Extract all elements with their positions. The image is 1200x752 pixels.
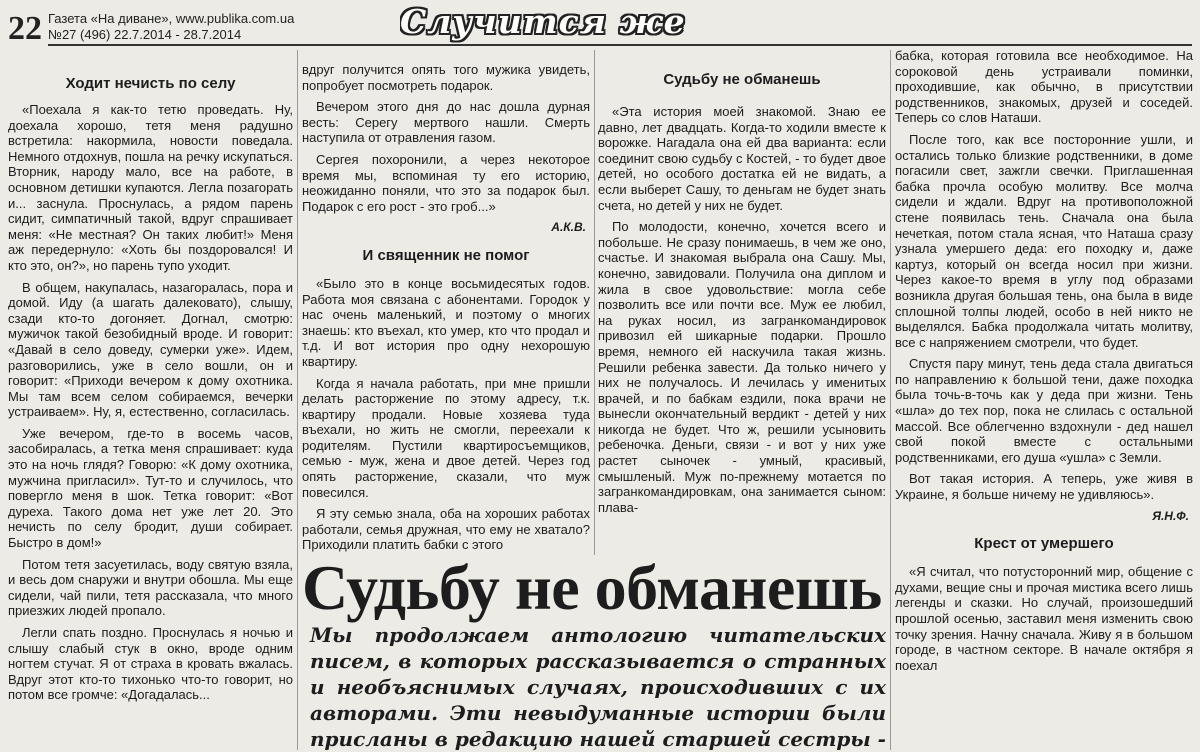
story-paragraph: Потом тетя засуетилась, воду святую взяла, и весь дом снаружи и внутри обошла. Мы еще сидели, чай пили, тетя рассказала, что много приезжих людей пропало.: [8, 556, 293, 619]
story-paragraph: Вечером этого дня до нас дошла дурная весть: Серегу мертвого нашли. Смерть наступила от отравления газом.: [302, 99, 590, 146]
column-divider: [297, 50, 298, 750]
page-header: [0, 0, 1200, 52]
story-paragraph: Спустя пару минут, тень деда стала двигаться по направлению к большой тени, даже походка была точь-в-точь как у деда при жизни. Тень «шла» до тех пор, пока не слилась с остальной массой. Все облегченно вздохнули - дед нашел свой покой вместе с остальными родственниками, его душа «ушла» с Земли.: [895, 356, 1193, 465]
story-paragraph: бабка, которая готовила все необходимое. На сороковой день устраивали поминки, проходившие, как обычно, в присутствии родственников, знакомых, друзей и соседей. Теперь со слов Наташи.: [895, 48, 1193, 126]
signature: А.К.В.: [551, 220, 586, 235]
story-paragraph: Легли спать поздно. Проснулась я ночью и слышу слабый стук в окно, вроде одним ногтем стучат. Я от страха в кровать вжалась. Вдруг этот кто-то тихонько что-то говорит, но потом все громче: «Догадалась...: [8, 625, 293, 703]
rubric-title: Случится же: [400, 2, 686, 41]
issue-info: [48, 11, 294, 43]
story-title: Ходит нечисть по селу: [65, 75, 236, 92]
story-title: Судьбу не обманешь: [663, 71, 821, 88]
story-paragraph: «Я считал, что потусторонний мир, общение с духами, вещие сны и прочая мистика всего лишь легенды и сказки. Но случай, произошедший прошлой осенью, заставил меня изменить свою точку зрения. Начну сначала. Живу я в большом городе, в частном секторе. В начале октября я поехал: [895, 564, 1193, 673]
story-paragraph: «Эта история моей знакомой. Знаю ее давно, лет двадцать. Когда-то ходили вместе к ворожке. Нагадала она ей два варианта: если соединит свою судьбу с Костей, - то будет двое детей, но особого достатка ей не видать, а если выберет Сашу, то деньгам не будет знать счета, но детей у них не будет.: [598, 104, 886, 213]
column-4: [895, 48, 1193, 750]
feature-block: [302, 556, 886, 752]
story-title: Крест от умершего: [974, 535, 1114, 553]
story-paragraph: Сергея похоронили, а через некоторое время мы, вспоминая ту его историю, неожиданно поняли, что это за подарок был. Подарок с его рост - это гроб...»: [302, 151, 590, 214]
story-paragraph: Уже вечером, где-то в восемь часов, засобиралась, а тетка меня спрашивает: куда это на ночь глядя? Говорю: «К дому охотника, мужчина пригласил». Тут-то и случилось, что повергло меня в шок. Тетка говорит: «Вот дуреха. Такого дома нет уже лет 20. Это нечисть по селу бродит, души собирает. Быстро в дом!»: [8, 425, 293, 551]
column-divider: [890, 50, 891, 750]
story-paragraph: После того, как все посторонние ушли, и остались только близкие родственники, в доме погасили свет, зажгли свечки. Приглашенная бабка прочла особую молитву. Все молча сидели и ждали. Вдруг на противоположной стене появилась тень. Сначала она была нечеткая, потом стала ясная, что Наташа сразу узнала умершего деда: его походку и, даже картуз, который он всегда носил при жизни. Через какое-то время в углу под образами возникла другая большая тень, она была в виде сплошной толпы людей, особо в ней никто не выделялся. Бабка продолжала читать молитву, все с напряжением смотрели, что будет.: [895, 131, 1193, 350]
story-paragraph: По молодости, конечно, хочется всего и побольше. Не сразу понимаешь, в чем же оно, счастье. И знакомая выбрала она Сашу. Мы, конечно, завидовали. Получила она диплом и жила в свое удовольствие: могла себе позволить все или почти все. Муж ее любил, на руках носил, из загранкомандировок привозил ей шикарные подарки. Прошло время, немного ей наскучила такая жизнь. Решили ребенка завести. Да только ничего у них не получалось. И лечилась у именитых врачей, и по бабкам ездили, пока врачи не вынесли окончательный вердикт - детей у них никогда не будет. Что ж, решили усыновить ребеночка. Деньги, связи - и вот у них уже растет сыночек - умный, красивый, смышленый. Муж по-прежнему мотается по загранкомандировкам, она занимается сыном: плава-: [598, 219, 886, 515]
column-divider: [594, 50, 595, 555]
story-paragraph: Вот такая история. А теперь, уже живя в Украине, я больше ничему не удивляюсь».: [895, 471, 1193, 503]
page-number: 22: [8, 10, 42, 47]
column-1: [8, 74, 293, 750]
story-paragraph: Когда я начала работать, при мне пришли делать расторжение по этому адресу, т.к. квартиру продали. Новые хозяева туда въехали, но жить не смогли, переехали к родителям. Пустили квартиросъемщиков, семью - муж, жена и двое детей. Через год опять расторжение, сказали, что муж повесился.: [302, 375, 590, 500]
signature: Я.Н.Ф.: [1152, 508, 1189, 523]
story-paragraph: «Было это в конце восьмидесятых годов. Работа моя связана с абонентами. Городок у нас очень маленький, и поэтому о многих знаешь: кто въехал, кто умер, кто что продал и т.д. И вот история про одну нехорошую квартиру.: [302, 275, 590, 369]
story-paragraph: В общем, накупалась, назагоралась, пора и домой. Иду (а шагать далековато), слышу, сзади кто-то догоняет. Догнал, смотрю: мужичок такой безобидный вроде. И говорит: «Давай в село доведу, сумерки уже». Идем, разговорились, уже в село вошли, он и говорит: «Приходи вечером к дому охотника. Мы там всем селом собираемся, вечерки устраиваем». Ну, я, естественно, согласилась.: [8, 279, 293, 420]
column-3: [598, 70, 886, 556]
paper-line: Газета «На диване», www.publika.com.ua: [48, 11, 295, 26]
story-paragraph: вдруг получится опять того мужика увидеть, попробует посмотреть подарок.: [302, 62, 590, 93]
feature-title: Судьбу не обманешь: [302, 556, 882, 623]
story-paragraph: «Поехала я как-то тетю проведать. Ну, доехала хорошо, тетя меня радушно встретила: накормила, новости поведала. Немного отдохнув, пошла на речку искупаться. Вторник, народу мало, все на работе, в основном детишки купаются. Легла позагорать и... заснула. Проснулась, а рядом парень сидит, симпатичный такой, вдруг спрашивает меня: «Не местная? Он таких любит!» Меня аж передернуло: «Хоть бы поздоровался! И кто это, он?», но парень тупо уходит.: [8, 102, 293, 273]
story-title: И священник не помог: [362, 246, 530, 264]
header-rule: [48, 44, 1192, 46]
column-2: [302, 62, 590, 556]
story-paragraph: Я эту семью знала, оба на хороших работах работали, семья дружная, что ему не хватало? Приходили платить бабки с этого: [302, 506, 590, 553]
feature-lead: Мы продолжаем антологию читательских писем, в которых рассказывается о странных и необъяснимых случаях, происходивших с их авторами. Эти невыдуманные истории были присланы в редакцию нашей старшей сестры -: [310, 623, 886, 751]
issue-line: №27 (496) 22.7.2014 - 28.7.2014: [48, 27, 242, 42]
